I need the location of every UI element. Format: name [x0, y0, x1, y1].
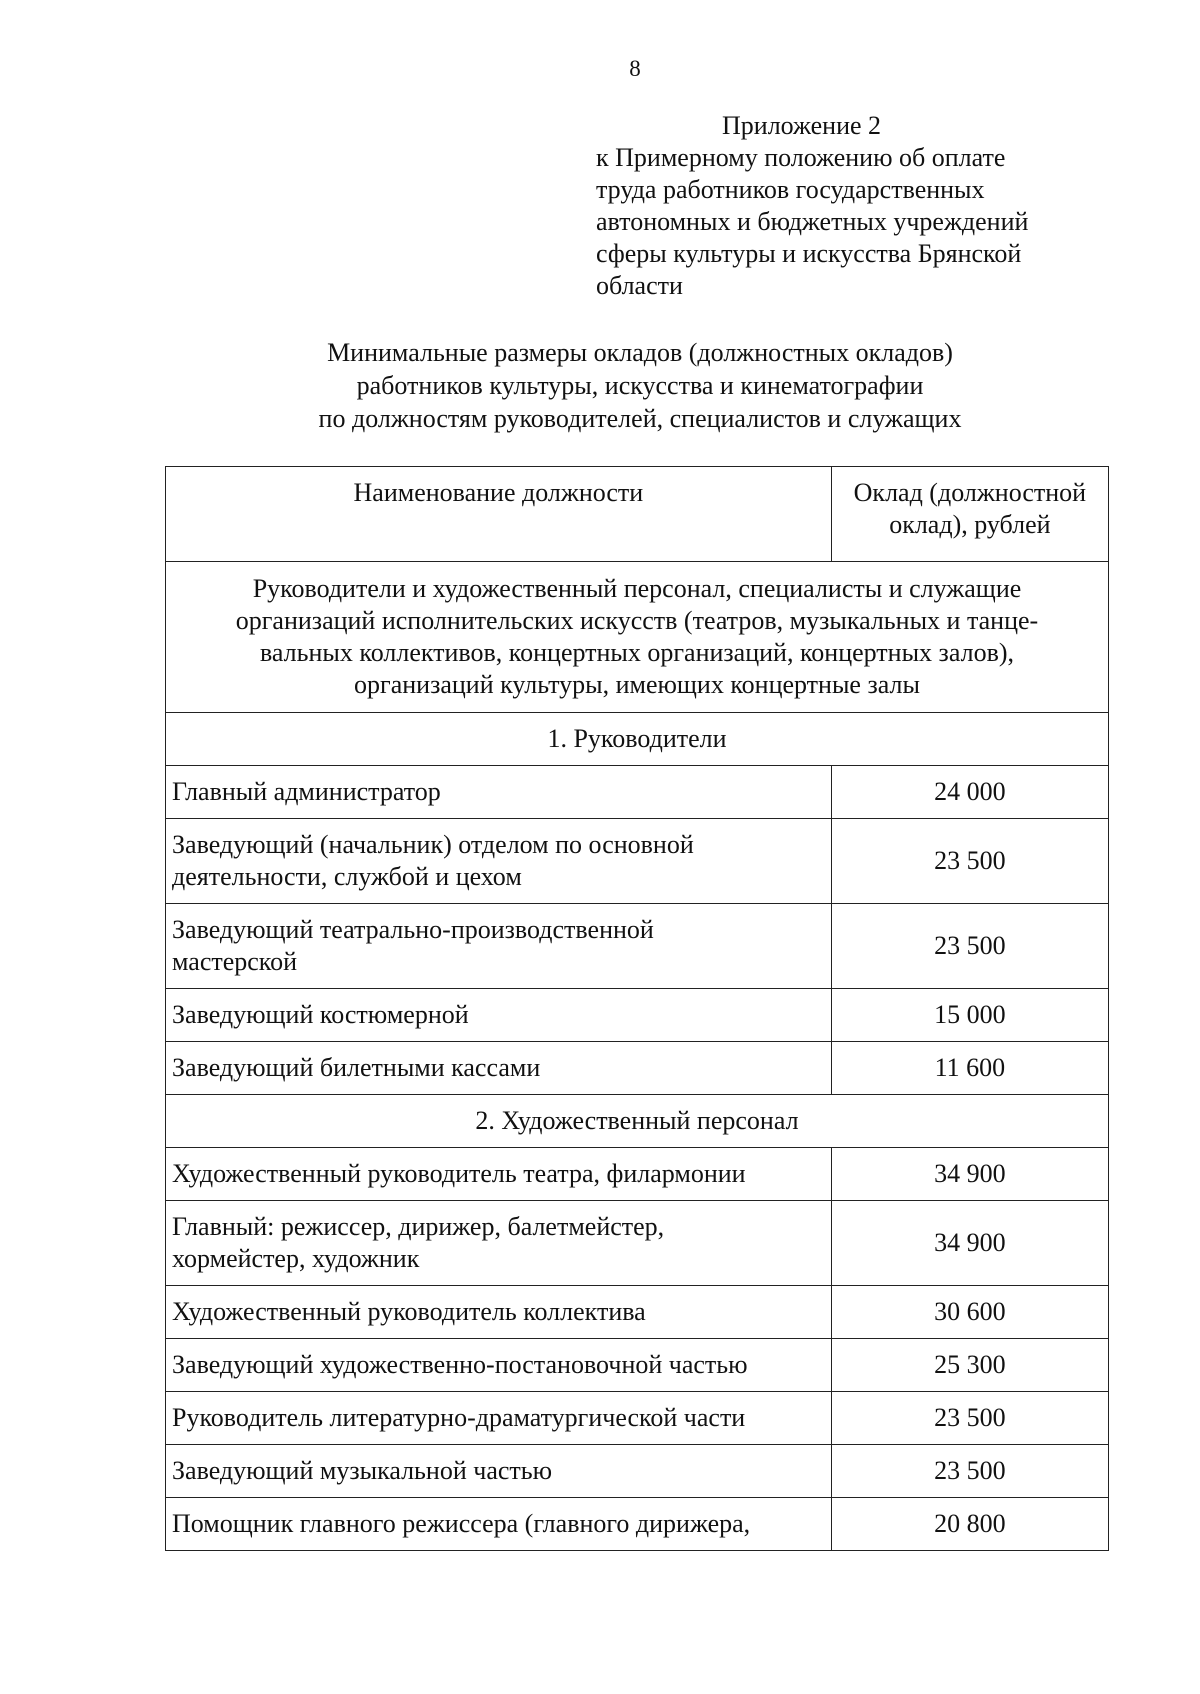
- salary-amount: 23 500: [831, 1392, 1108, 1445]
- salary-amount: 24 000: [831, 766, 1108, 819]
- section-title-row: [166, 562, 1109, 713]
- section-title-line: Руководители и художественный персонал, специалисты и служащие: [252, 574, 1022, 603]
- position-name-line: Руководитель литературно-драматургической части: [172, 1403, 746, 1432]
- appendix-line: сферы культуры и искусства Брянской: [596, 239, 1022, 268]
- position-name-line: Художественный руководитель театра, филармонии: [172, 1159, 746, 1188]
- document-title-line: работников культуры, искусства и кинематографии: [356, 371, 924, 400]
- table-row: [166, 1339, 1109, 1392]
- salary-table: [165, 466, 1109, 1551]
- header-salary-line: оклад), рублей: [889, 510, 1051, 539]
- salary-amount: 30 600: [831, 1286, 1108, 1339]
- salary-amount: 11 600: [831, 1042, 1108, 1095]
- header-salary: [831, 467, 1108, 562]
- table-row: [166, 1498, 1109, 1551]
- position-name: [166, 819, 832, 904]
- appendix-line: труда работников государственных: [596, 175, 985, 204]
- position-name-line: Заведующий костюмерной: [172, 1000, 469, 1029]
- appendix-line: автономных и бюджетных учреждений: [596, 207, 1029, 236]
- appendix-header: [596, 110, 1116, 302]
- position-name: [166, 1201, 832, 1286]
- position-name: [166, 1148, 832, 1201]
- table-row: [166, 1201, 1109, 1286]
- table-row: [166, 766, 1109, 819]
- table-row: [166, 904, 1109, 989]
- position-name-line: Заведующий билетными кассами: [172, 1053, 541, 1082]
- position-name-line: Помощник главного режиссера (главного дирижера,: [172, 1509, 751, 1538]
- section-title-line: вальных коллективов, концертных организаций, концертных залов),: [259, 638, 1014, 667]
- group-header-row: [166, 713, 1109, 766]
- section-title-line: организаций культуры, имеющих концертные залы: [354, 670, 920, 699]
- position-name-line: Заведующий (начальник) отделом по основной: [172, 830, 694, 859]
- position-name-line: Главный администратор: [172, 777, 441, 806]
- salary-amount: 23 500: [831, 1445, 1108, 1498]
- page-number: 8: [629, 56, 641, 81]
- header-salary-line: Оклад (должностной: [853, 478, 1087, 507]
- section-title: [166, 562, 1109, 713]
- salary-amount: 25 300: [831, 1339, 1108, 1392]
- appendix-title: Приложение 2: [722, 111, 882, 140]
- table-header-row: [166, 467, 1109, 562]
- group-title: 2. Художественный персонал: [166, 1095, 1109, 1148]
- table-row: [166, 1445, 1109, 1498]
- salary-amount: 34 900: [831, 1148, 1108, 1201]
- salary-amount: 20 800: [831, 1498, 1108, 1551]
- position-name-line: деятельности, службой и цехом: [172, 862, 522, 891]
- table-row: [166, 819, 1109, 904]
- position-name: [166, 904, 832, 989]
- position-name: [166, 1042, 832, 1095]
- document-title-line: по должностям руководителей, специалистов и служащих: [318, 404, 962, 433]
- table-row: [166, 1148, 1109, 1201]
- position-name-line: Художественный руководитель коллектива: [172, 1297, 646, 1326]
- table-row: [166, 1392, 1109, 1445]
- salary-table-body: [166, 467, 1109, 1551]
- position-name-line: Заведующий художественно-постановочной частью: [172, 1350, 748, 1379]
- position-name: [166, 1445, 832, 1498]
- position-name: [166, 1392, 832, 1445]
- salary-amount: 15 000: [831, 989, 1108, 1042]
- section-title-line: организаций исполнительских искусств (театров, музыкальных и танце-: [235, 606, 1039, 635]
- position-name-line: хормейстер, художник: [172, 1244, 420, 1273]
- table-row: [166, 989, 1109, 1042]
- position-name: [166, 766, 832, 819]
- position-name: [166, 1339, 832, 1392]
- appendix-line: к Примерному положению об оплате: [596, 143, 1006, 172]
- position-name-line: Заведующий театрально-производственной: [172, 915, 654, 944]
- table-row: [166, 1042, 1109, 1095]
- position-name: [166, 989, 832, 1042]
- position-name-line: Заведующий музыкальной частью: [172, 1456, 553, 1485]
- document-title: [140, 336, 1140, 435]
- position-name-line: мастерской: [172, 947, 298, 976]
- header-position-name: Наименование должности: [166, 467, 832, 562]
- position-name: [166, 1498, 832, 1551]
- salary-amount: 23 500: [831, 904, 1108, 989]
- position-name: [166, 1286, 832, 1339]
- appendix-line: области: [596, 271, 683, 300]
- document-title-line: Минимальные размеры окладов (должностных окладов): [327, 338, 953, 367]
- group-title: 1. Руководители: [166, 713, 1109, 766]
- salary-amount: 23 500: [831, 819, 1108, 904]
- table-row: [166, 1286, 1109, 1339]
- group-header-row: [166, 1095, 1109, 1148]
- position-name-line: Главный: режиссер, дирижер, балетмейстер,: [172, 1212, 665, 1241]
- salary-amount: 34 900: [831, 1201, 1108, 1286]
